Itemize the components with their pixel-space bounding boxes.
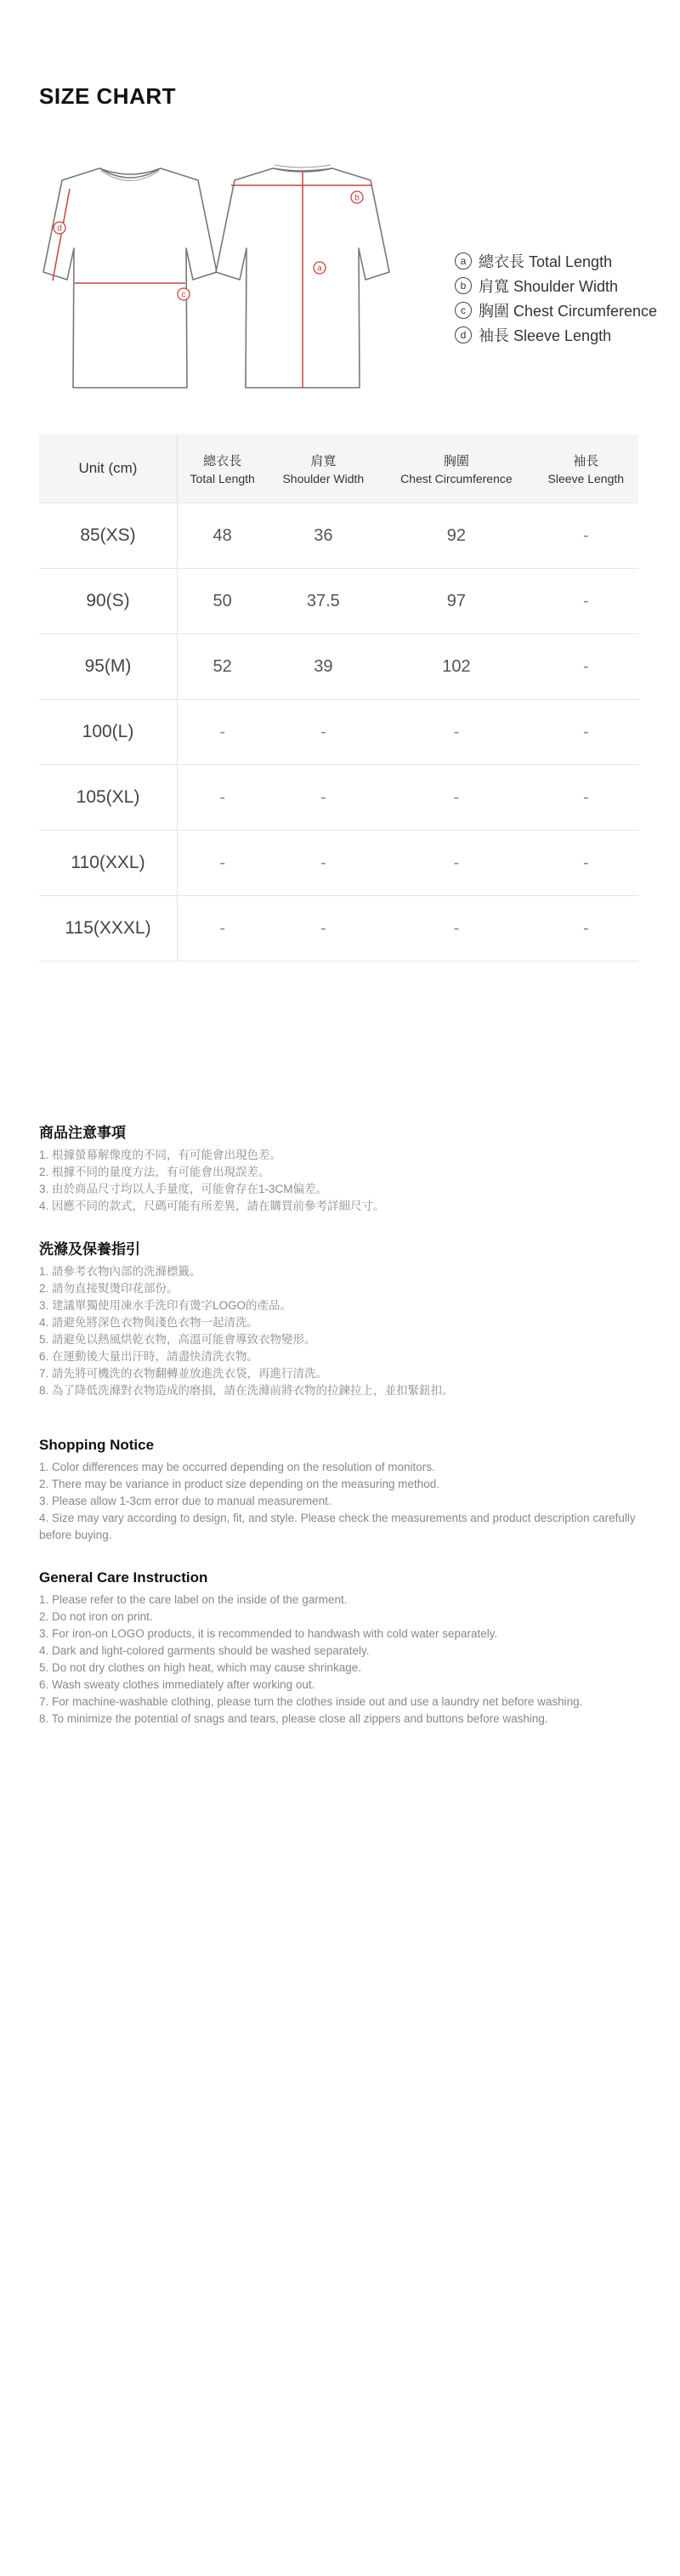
table-row: [39, 700, 638, 765]
measurement-cell: 102: [379, 634, 533, 700]
col-header-zh: 胸圍: [443, 454, 469, 468]
measurement-cell: -: [534, 634, 638, 700]
col-header-zh: 袖長: [573, 454, 599, 468]
list-item: 4. 請避免將深色衣物與淺色衣物一起清洗。: [39, 1316, 259, 1329]
measurement-cell: 52: [178, 634, 268, 700]
list-item: 2. Do not iron on print.: [39, 1610, 153, 1623]
size-label-cell: 105(XL): [39, 765, 178, 831]
measurement-cell: -: [178, 700, 268, 765]
tshirt-front-illustration: [43, 168, 217, 388]
measurement-cell: 50: [178, 569, 268, 634]
list-item: 3. 建議單獨使用凍水手洗印有燙字LOGO的產品。: [39, 1299, 292, 1312]
col-header-zh: 肩寬: [310, 454, 337, 468]
list-item: 1. 請參考衣物內部的洗滌標籤。: [39, 1265, 201, 1278]
col-header-zh: 總衣長: [203, 454, 242, 468]
size-label-cell: 115(XXXL): [39, 896, 178, 962]
notice-list: [39, 1459, 647, 1544]
measurement-cell: -: [534, 569, 638, 634]
measurement-cell: -: [534, 765, 638, 831]
list-item: 2. There may be variance in product size depending on the measuring method.: [39, 1478, 440, 1490]
col-header-chest: [379, 434, 533, 503]
measurement-cell: -: [534, 503, 638, 569]
list-item: 3. For iron-on LOGO products, it is recommended to handwash with cold water separately.: [39, 1627, 498, 1640]
svg-text:d: d: [57, 224, 62, 234]
legend-letter-d: d: [455, 326, 472, 343]
legend-label: 胸圍 Chest Circumference: [479, 302, 658, 320]
notice-section: [39, 1237, 647, 1399]
table-row: [39, 503, 638, 569]
list-item: 4. Dark and light-colored garments should be washed separately.: [39, 1644, 370, 1657]
list-item: 2. 根據不同的量度方法，有可能會出現誤差。: [39, 1166, 270, 1178]
measurement-cell: 39: [267, 634, 379, 700]
list-item: 8. 為了降低洗滌對衣物造成的磨損，請在洗滌前將衣物的拉鍊拉上，並扣緊鈕扣。: [39, 1384, 454, 1397]
section-heading: General Care Instruction: [39, 1569, 208, 1586]
list-item: 5. Do not dry clothes on high heat, which may cause shrinkage.: [39, 1661, 361, 1674]
list-item: 8. To minimize the potential of snags and tears, please close all zippers and buttons before washing.: [39, 1712, 548, 1725]
size-label-cell: 85(XS): [39, 503, 178, 569]
list-item: 1. Please refer to the care label on the inside of the garment.: [39, 1593, 348, 1606]
size-label-cell: 90(S): [39, 569, 178, 634]
size-table-header-row: [39, 434, 638, 503]
list-item: 2. 請勿直接熨燙印花部份。: [39, 1282, 178, 1295]
notice-section: [39, 1437, 647, 1544]
measurement-cell: 36: [267, 503, 379, 569]
legend-letter-a: a: [455, 252, 472, 270]
unit-header: Unit (cm): [39, 434, 178, 503]
measurement-cell: -: [267, 700, 379, 765]
size-label-cell: 110(XXL): [39, 831, 178, 896]
legend-item-sleeve: [455, 322, 657, 347]
notice-list: [39, 1263, 647, 1399]
list-item: 5. 請避免以熱風烘乾衣物，高溫可能會導致衣物變形。: [39, 1333, 316, 1346]
size-label-cell: 100(L): [39, 700, 178, 765]
notice-list: [39, 1592, 647, 1728]
notice-section: [39, 1121, 647, 1215]
section-heading: Shopping Notice: [39, 1437, 155, 1453]
measurement-cell: -: [379, 896, 533, 962]
measurement-cell: -: [379, 831, 533, 896]
list-item: 7. 請先將可機洗的衣物翻轉並放進洗衣袋，再進行清洗。: [39, 1367, 328, 1380]
legend-label: 肩寬 Shoulder Width: [479, 277, 619, 295]
col-header-en: Shoulder Width: [282, 472, 365, 485]
col-header-en: Total Length: [190, 472, 255, 485]
col-header-shoulder-width: [267, 434, 379, 503]
measurement-cell: -: [379, 765, 533, 831]
measurement-cell: -: [534, 700, 638, 765]
measurement-cell: -: [178, 896, 268, 962]
size-table: [39, 434, 638, 962]
measurement-cell: 92: [379, 503, 533, 569]
measurement-cell: -: [379, 700, 533, 765]
legend-label: 總衣長 Total Length: [479, 252, 613, 270]
legend-item-total-length: [455, 248, 657, 273]
table-row: [39, 831, 638, 896]
list-item: 7. For machine-washable clothing, please turn the clothes inside out and use a laundry net before washing.: [39, 1695, 583, 1708]
list-item: 4. Size may vary according to design, fit, and style. Please check the measurements and product description carefully before buying.: [39, 1512, 636, 1541]
legend-letter-b: b: [455, 277, 472, 294]
measurement-legend: [455, 248, 657, 347]
measurement-cell: 37.5: [267, 569, 379, 634]
list-item: 1. 根據螢幕解像度的不同，有可能會出現色差。: [39, 1149, 282, 1161]
measurement-cell: -: [178, 831, 268, 896]
notice-section: [39, 1569, 647, 1728]
table-row: [39, 634, 638, 700]
tshirt-measurement-diagram: [39, 153, 464, 400]
legend-item-shoulder-width: [455, 273, 657, 298]
col-header-en: Chest Circumference: [400, 472, 513, 485]
list-item: 6. Wash sweaty clothes immediately after working out.: [39, 1678, 315, 1691]
measurement-cell: -: [534, 831, 638, 896]
list-item: 3. Please allow 1-3cm error due to manual measurement.: [39, 1495, 332, 1507]
measurement-cell: -: [267, 831, 379, 896]
size-table-body: [39, 503, 638, 962]
legend-label: 袖長 Sleeve Length: [479, 326, 612, 344]
svg-text:b: b: [354, 193, 360, 203]
measurement-cell: 48: [178, 503, 268, 569]
measurement-cell: -: [178, 765, 268, 831]
col-header-en: Sleeve Length: [547, 472, 625, 485]
svg-text:c: c: [181, 290, 186, 300]
table-row: [39, 896, 638, 962]
size-label-cell: 95(M): [39, 634, 178, 700]
measurement-cell: -: [267, 896, 379, 962]
measurement-cell: -: [534, 896, 638, 962]
page-title: SIZE CHART: [39, 83, 176, 109]
measurement-cell: -: [267, 765, 379, 831]
notice-list: [39, 1147, 647, 1215]
measurement-cell: 97: [379, 569, 533, 634]
list-item: 6. 在運動後大量出汗時，請盡快清洗衣物。: [39, 1350, 259, 1363]
section-heading: 商品注意事項: [39, 1125, 126, 1141]
list-item: 1. Color differences may be occurred depending on the resolution of monitors.: [39, 1461, 435, 1473]
list-item: 3. 由於商品尺寸均以人手量度，可能會存在1-3CM偏差。: [39, 1183, 328, 1195]
list-item: 4. 因應不同的款式，尺碼可能有所差異，請在購買前參考詳細尺寸。: [39, 1200, 385, 1212]
legend-letter-c: c: [455, 302, 472, 319]
svg-text:a: a: [317, 264, 322, 274]
col-header-total-length: [178, 434, 268, 503]
section-heading: 洗滌及保養指引: [39, 1241, 140, 1257]
table-row: [39, 569, 638, 634]
legend-item-chest: [455, 298, 657, 322]
table-row: [39, 765, 638, 831]
col-header-sleeve-length: [534, 434, 638, 503]
